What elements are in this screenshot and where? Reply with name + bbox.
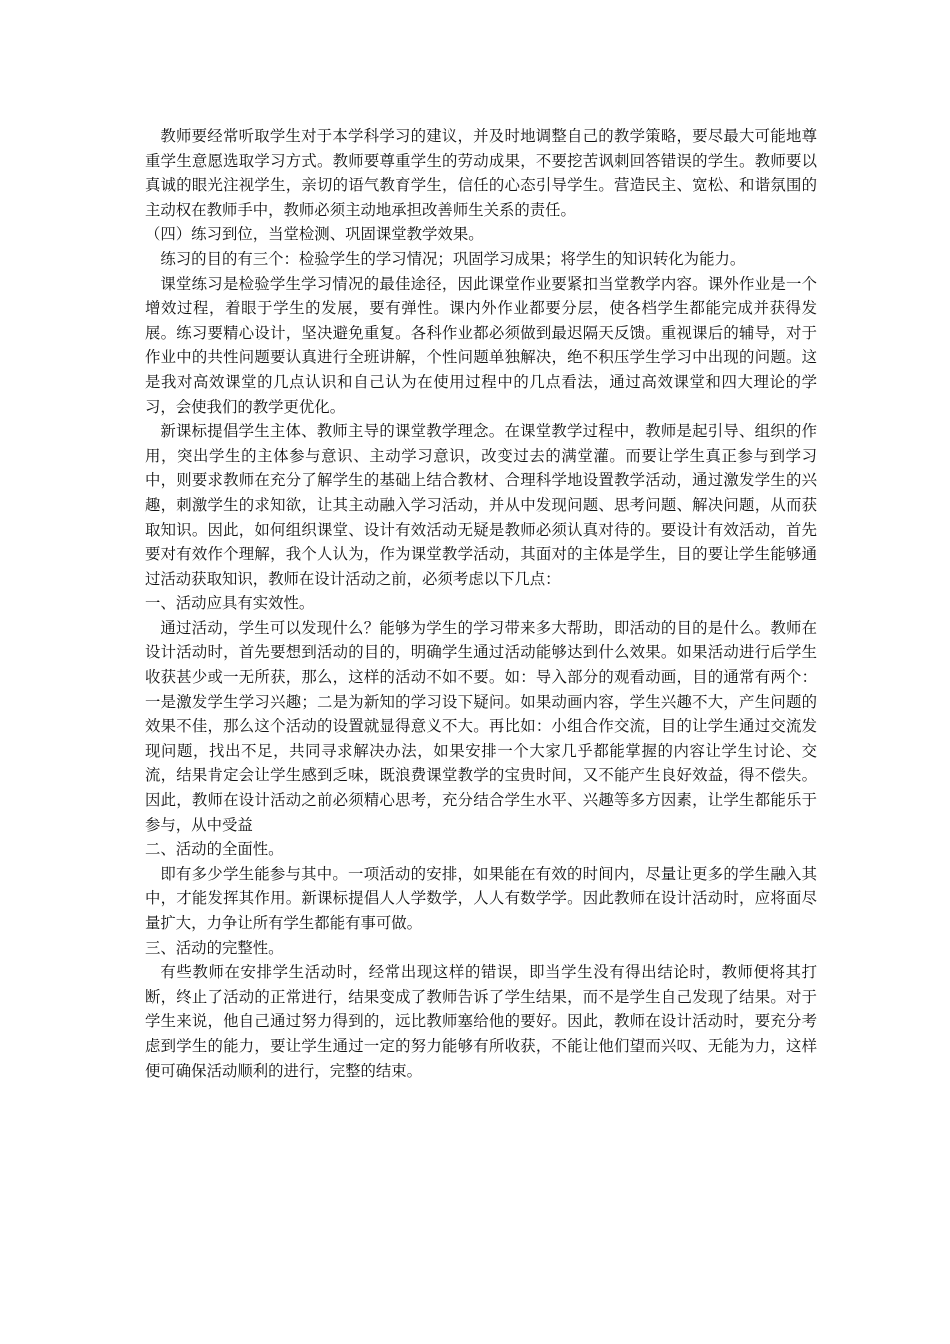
paragraph-classroom-practice: 课堂练习是检验学生学习情况的最佳途径，因此课堂作业要紧扣当堂教学内容。课外作业是一个增效过程，着眼于学生的发展，要有弹性。课内外作业都要分层，使各档学生都能完成并获得发展。练习要精心设计，坚决避免重复。各科作业都必须做到最迟隔天反馈。重视课后的辅导，对于作业中的共性问题要认真进行全班讲解，个性问题单独解决，绝不积压学生学习中出现的问题。这是我对高效课堂的几点认识和自己认为在使用过程中的几点看法，通过高效课堂和四大理论的学习，会使我们的教学更优化。: [145, 274, 817, 416]
paragraph-completeness: 有些教师在安排学生活动时，经常出现这样的错误，即当学生没有得出结论时，教师便将其打断，终止了活动的正常进行，结果变成了教师告诉了学生结果，而不是学生自己发现了结果。对于学生来说，他自己通过努力得到的，远比教师塞给他的要好。因此，教师在设计活动时，要充分考虑到学生的能力，要让学生通过一定的努力能够有所收获，不能让他们望而兴叹、无能为力，这样便可确保活动顺利的进行，完整的结束。: [145, 963, 817, 1080]
document-body: [145, 124, 817, 1083]
paragraph-practice-purpose: 练习的目的有三个：检验学生的学习情况；巩固学习成果；将学生的知识转化为能力。: [160, 249, 746, 268]
paragraph-effectiveness: 通过活动，学生可以发现什么？能够为学生的学习带来多大帮助，即活动的目的是什么。教师在设计活动时，首先要想到活动的目的，明确学生通过活动能够达到什么效果。如果活动进行后学生收获甚少或一无所获，那么，这样的活动不如不要。如：导入部分的观看动画，目的通常有两个：一是激发学生学习兴趣；二是为新知的学习设下疑问。如果动画内容，学生兴趣不大，产生问题的效果不佳，那么这个活动的设置就显得意义不大。再比如：小组合作交流，目的让学生通过交流发现问题，找出不足，共同寻求解决办法，如果安排一个大家几乎都能掌握的内容让学生讨论、交流，结果肯定会让学生感到乏味，既浪费课堂教学的宝贵时间，又不能产生良好效益，得不偿失。因此，教师在设计活动之前必须精心思考，充分结合学生水平、兴趣等多方因素，让学生都能乐于参与，从中受益: [145, 618, 817, 834]
section-heading-completeness: 三、活动的完整性。: [145, 938, 284, 957]
paragraph-comprehensiveness: 即有多少学生能参与其中。一项活动的安排，如果能在有效的时间内，尽量让更多的学生融入其中，才能发挥其作用。新课标提倡人人学数学，人人有数学学。因此教师在设计活动时，应将面尽量扩大，力争让所有学生都能有事可做。: [145, 864, 817, 932]
paragraph-teacher-suggestions: 教师要经常听取学生对于本学科学习的建议，并及时地调整自己的教学策略，要尽最大可能地尊重学生意愿选取学习方式。教师要尊重学生的劳动成果，不要挖苦讽刺回答错误的学生。教师要以真诚的眼光注视学生，亲切的语气教育学生，信任的心态引导学生。营造民主、宽松、和谐氛围的主动权在教师手中，教师必须主动地承担改善师生关系的责任。: [145, 127, 817, 219]
section-heading-practice: （四）练习到位，当堂检测、巩固课堂教学效果。: [145, 225, 484, 244]
section-heading-effectiveness: 一、活动应具有实效性。: [145, 594, 315, 613]
section-heading-comprehensiveness: 二、活动的全面性。: [145, 840, 284, 859]
paragraph-new-curriculum: 新课标提倡学生主体、教师主导的课堂教学理念。在课堂教学过程中，教师是起引导、组织的作用，突出学生的主体参与意识、主动学习意识，改变过去的满堂灌。而要让学生真正参与到学习中，则要求教师在充分了解学生的基础上结合教材、合理科学地设置教学活动，通过激发学生的兴趣，刺激学生的求知欲，让其主动融入学习活动，并从中发现问题、思考问题、解决问题，从而获取知识。因此，如何组织课堂、设计有效活动无疑是教师必须认真对待的。要设计有效活动，首先要对有效作个理解，我个人认为，作为课堂教学活动，其面对的主体是学生，目的要让学生能够通过活动获取知识，教师在设计活动之前，必须考虑以下几点：: [145, 422, 817, 588]
